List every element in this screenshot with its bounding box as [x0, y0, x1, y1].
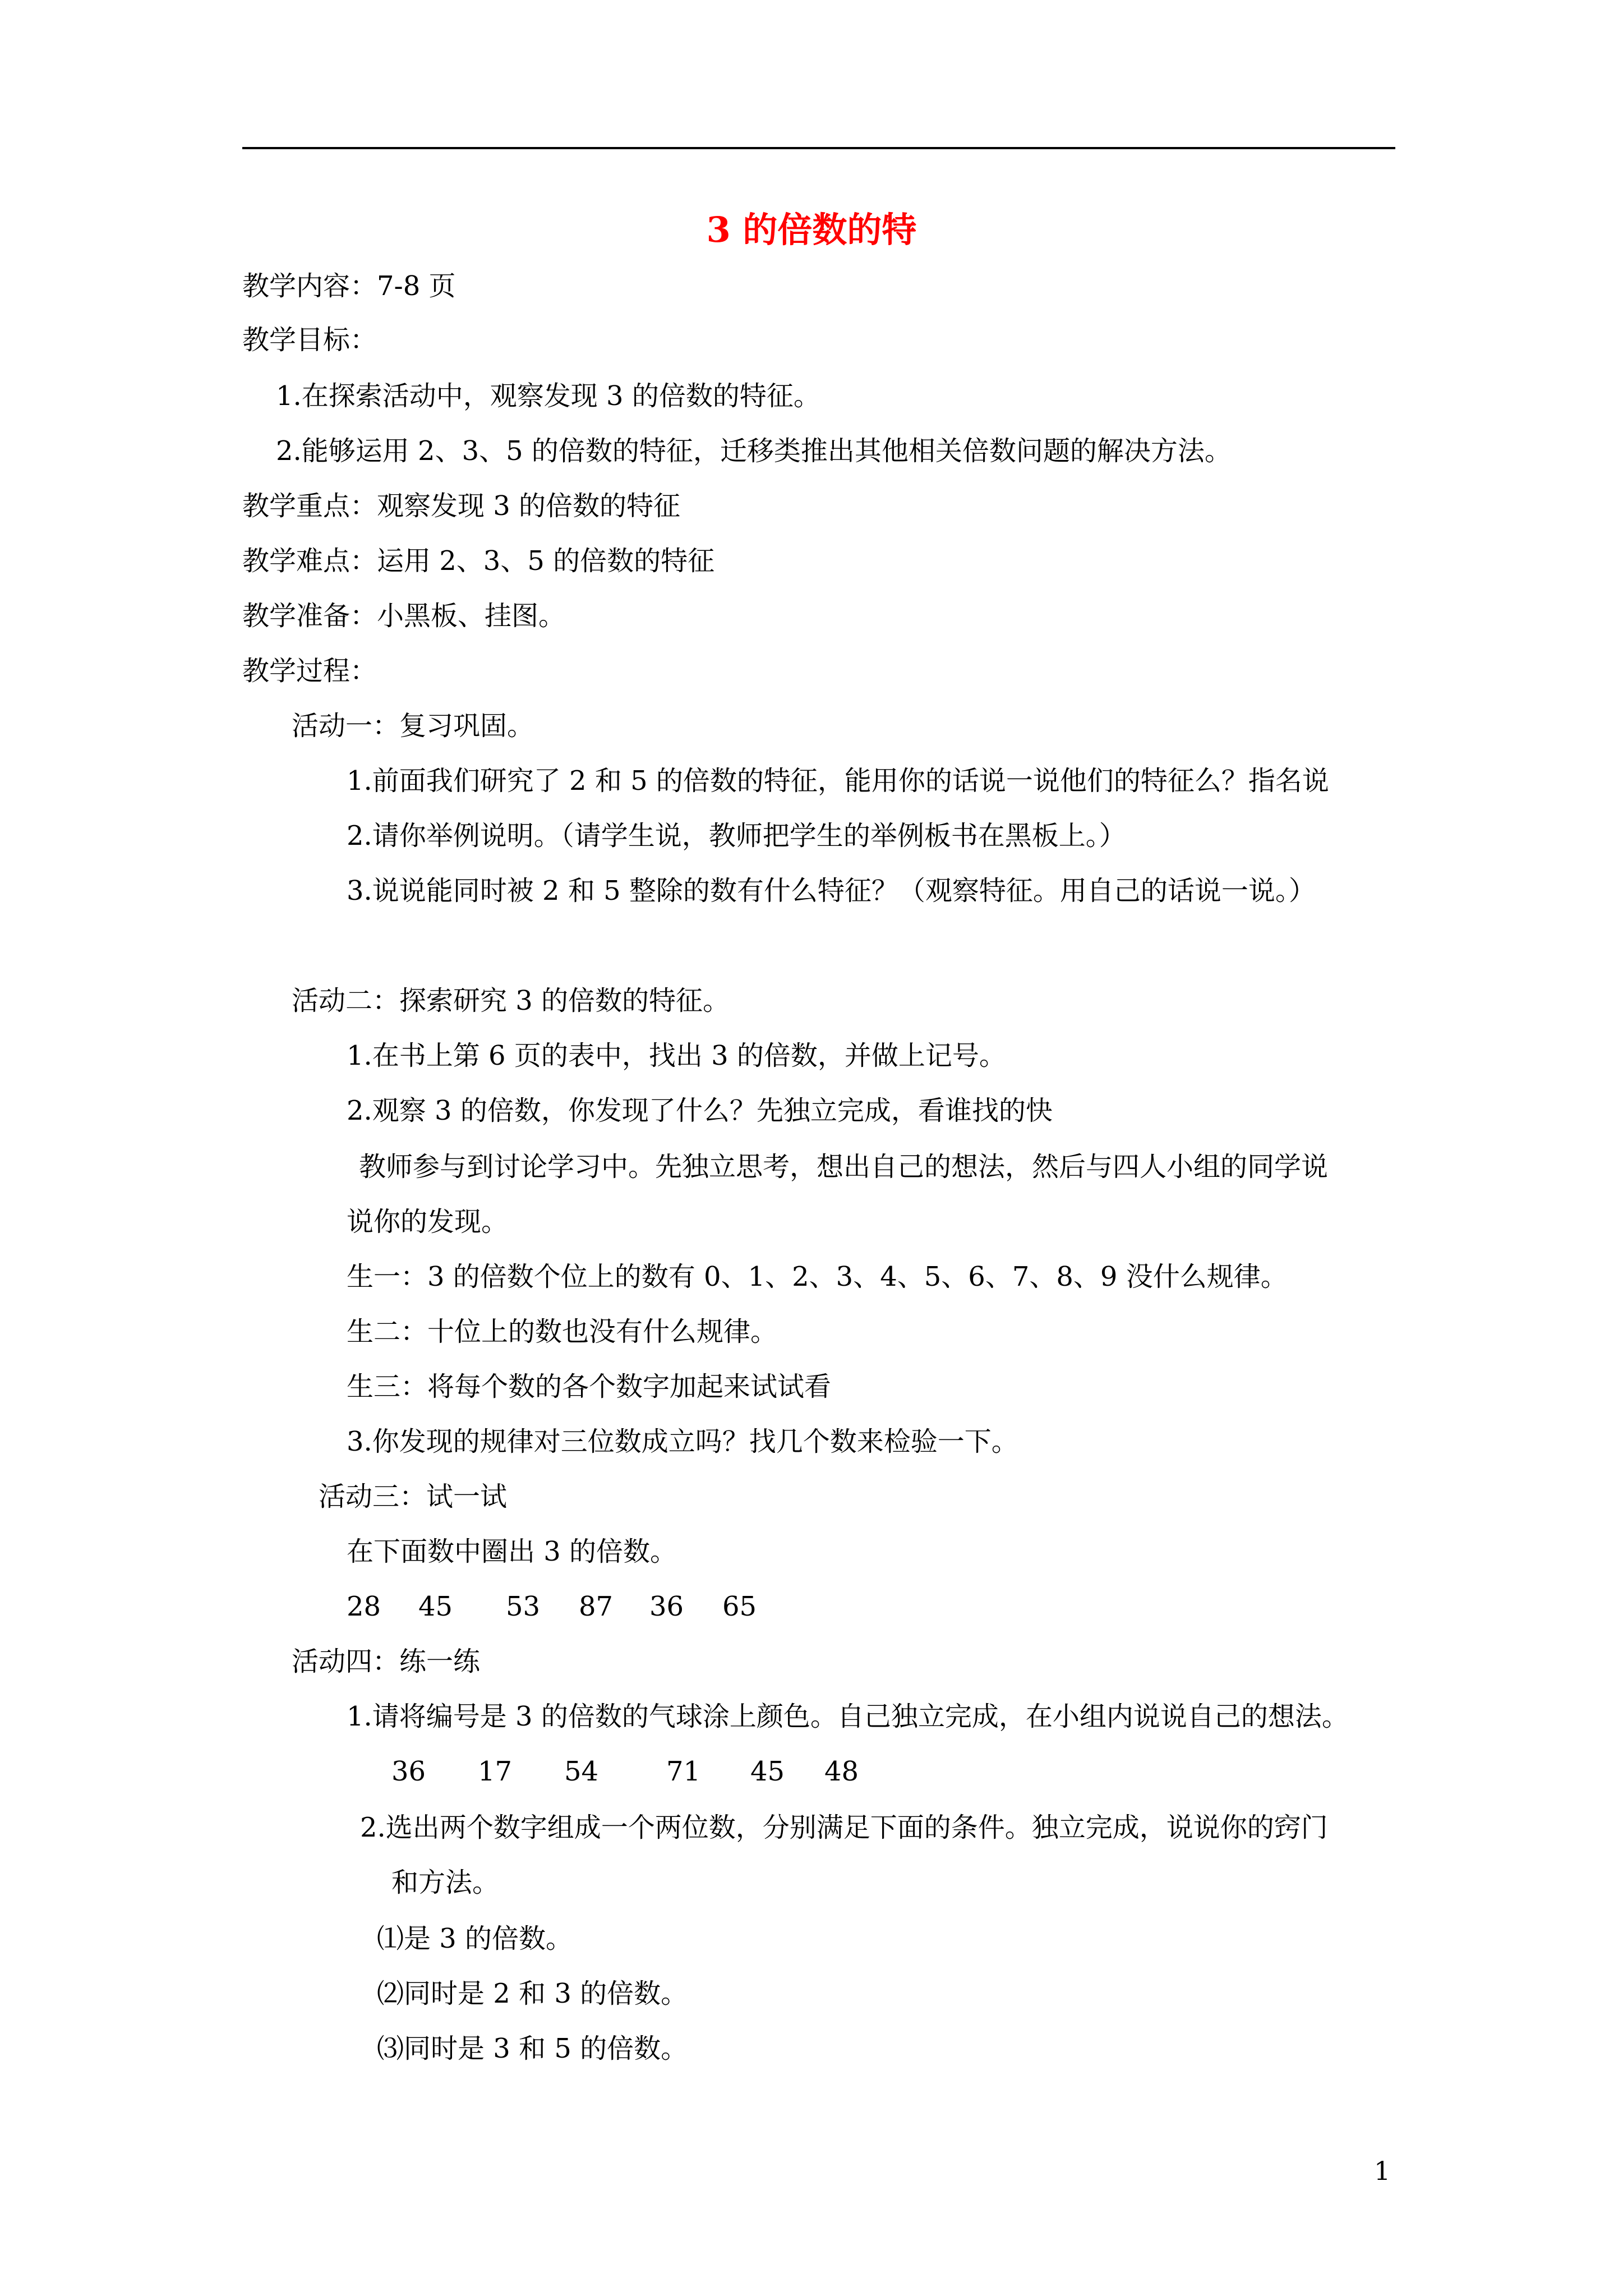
- activity-1-heading: 活动一：复习巩固。: [292, 710, 534, 742]
- activity-2-heading: 活动二：探索研究 3 的倍数的特征。: [292, 985, 730, 1016]
- number-item: 28: [347, 1591, 381, 1622]
- condition-1: ⑴是 3 的倍数。: [377, 1923, 573, 1954]
- number-item: 45: [418, 1591, 453, 1622]
- activity-2-item-3: 3.你发现的规律对三位数成立吗？找几个数来检验一下。: [347, 1426, 1018, 1457]
- student-3: 生三：将每个数的各个数字加起来试试看: [347, 1371, 832, 1402]
- goal-1: 1.在探索活动中，观察发现 3 的倍数的特征。: [276, 380, 820, 412]
- activity-1-item-1: 1.前面我们研究了 2 和 5 的倍数的特征，能用你的话说一说他们的特征么？指名说: [347, 765, 1329, 797]
- student-1: 生一：3 的倍数个位上的数有 0、1、2、3、4、5、6、7、8、9 没什么规律。: [347, 1261, 1288, 1292]
- activity-4-item-1: 1.请将编号是 3 的倍数的气球涂上颜色。自己独立完成，在小组内说说自己的想法。: [347, 1701, 1349, 1732]
- page-number: 1: [1374, 2156, 1391, 2186]
- activity-2-note: 教师参与到讨论学习中。先独立思考，想出自己的想法，然后与四人小组的同学说: [359, 1151, 1329, 1182]
- activity-2-note-cont: 说你的发现。: [347, 1206, 509, 1237]
- number-item: 65: [722, 1591, 757, 1622]
- teaching-content: 教学内容：7-8 页: [242, 270, 456, 302]
- number-item: 36: [391, 1756, 426, 1787]
- teaching-focus: 教学重点：观察发现 3 的倍数的特征: [242, 490, 681, 522]
- student-2: 生二：十位上的数也没有什么规律。: [347, 1316, 778, 1347]
- number-item: 71: [666, 1756, 701, 1787]
- number-item: 48: [824, 1756, 859, 1787]
- condition-3: ⑶同时是 3 和 5 的倍数。: [377, 2033, 688, 2064]
- teaching-difficulty: 教学难点：运用 2、3、5 的倍数的特征: [242, 545, 715, 577]
- number-item: 45: [750, 1756, 785, 1787]
- activity-2-item-1: 1.在书上第 6 页的表中，找出 3 的倍数，并做上记号。: [347, 1040, 1006, 1071]
- activity-4-item-2: 2.选出两个数字组成一个两位数，分别满足下面的条件。独立完成，说说你的窍门: [360, 1812, 1328, 1843]
- page-title: 3 的倍数的特: [706, 209, 917, 250]
- number-item: 36: [649, 1591, 684, 1622]
- activity-1-item-3: 3.说说能同时被 2 和 5 整除的数有什么特征？（观察特征。用自己的话说一说。）: [347, 875, 1316, 907]
- teaching-goals-heading: 教学目标：: [242, 324, 377, 356]
- activity-3-heading: 活动三：试一试: [319, 1481, 508, 1512]
- activity-4-heading: 活动四：练一练: [292, 1646, 481, 1677]
- number-item: 17: [478, 1756, 513, 1787]
- goal-2: 2.能够运用 2、3、5 的倍数的特征，迁移类推出其他相关倍数问题的解决方法。: [276, 435, 1232, 467]
- number-list-2: [0, 1754, 1623, 1789]
- number-item: 87: [579, 1591, 614, 1622]
- activity-4-item-2-cont: 和方法。: [391, 1867, 500, 1898]
- number-item: 54: [564, 1756, 599, 1787]
- activity-1-item-2: 2.请你举例说明。（请学生说，教师把学生的举例板书在黑板上。）: [347, 820, 1126, 852]
- teaching-process-heading: 教学过程：: [242, 655, 377, 687]
- header-rule: [242, 147, 1395, 149]
- activity-2-item-2: 2.观察 3 的倍数，你发现了什么？先独立完成，看谁找的快: [347, 1095, 1053, 1126]
- number-item: 53: [506, 1591, 541, 1622]
- number-list-1: [0, 1589, 1623, 1625]
- activity-3-instruction: 在下面数中圈出 3 的倍数。: [347, 1536, 677, 1567]
- teaching-prep: 教学准备：小黑板、挂图。: [242, 600, 566, 632]
- condition-2: ⑵同时是 2 和 3 的倍数。: [377, 1978, 688, 2009]
